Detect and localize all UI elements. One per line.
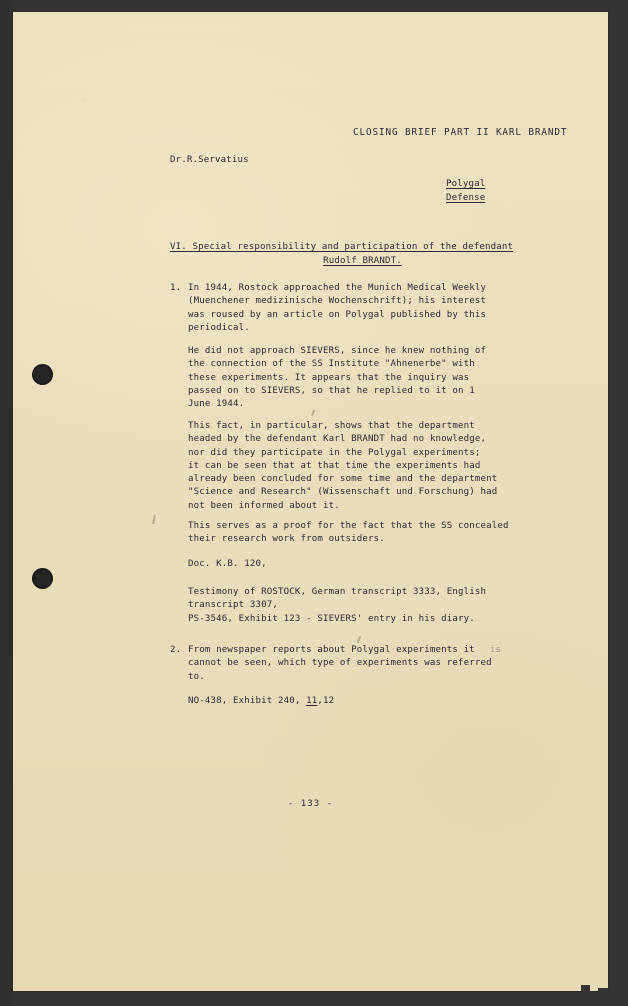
exhibit-label: Polygal	[446, 179, 486, 189]
text-line: it can be seen that at that time the experiments had	[188, 460, 481, 471]
text-line: already been concluded for some time and the department	[188, 474, 498, 485]
text-line: PS-3546, Exhibit 123 - SIEVERS' entry in his diary.	[188, 613, 475, 624]
citation-prefix: NO-438, Exhibit 240,	[188, 696, 307, 706]
citation-underlined-page: 11	[306, 696, 318, 706]
text-line: June 1944.	[188, 399, 245, 410]
text-line: This serves as a proof for the fact that the SS concealed	[188, 521, 509, 531]
text-line: In 1944, Rostock approached the Munich Medical Weekly	[188, 283, 487, 293]
item-1-citation-testimony	[188, 586, 486, 626]
text-line: passed on to SIEVERS, so that he replied to it on 1	[188, 385, 475, 396]
typewritten-text-layer	[13, 12, 608, 991]
text-line: Doc. K.B. 120,	[188, 559, 267, 569]
text-line: (Muenchener medizinische Wochenschrift); his interest	[188, 296, 487, 307]
text-line: these experiments. It appears that the inquiry was	[188, 372, 470, 383]
counsel-name: Dr.R.Servatius	[170, 155, 249, 165]
text-line: cannot be seen, which type of experiments was referred	[188, 658, 492, 669]
item-1-paragraph-4	[188, 520, 509, 547]
backdrop-left-strip	[0, 0, 13, 1006]
item-2-citation	[188, 695, 334, 708]
text-line: nor did they participate in the Polygal experiments;	[188, 447, 481, 458]
text-line: From newspaper reports about Polygal experiments it	[188, 645, 475, 655]
section-heading	[170, 240, 555, 268]
text-line: headed by the defendant Karl BRANDT had no knowledge,	[188, 434, 487, 445]
item-1-citation-doc	[188, 558, 267, 571]
item-1-paragraph-1	[188, 282, 486, 335]
text-line: the connection of the SS Institute "Ahnenerbe" with	[188, 359, 475, 370]
citation-suffix: ,12	[317, 696, 335, 706]
text-line: Testimony of ROSTOCK, German transcript 3333, English	[188, 587, 487, 597]
party-label: Defense	[446, 193, 486, 203]
section-heading-line2: Rudolf BRANDT.	[323, 256, 402, 266]
text-line: their research work from outsiders.	[188, 534, 385, 545]
text-line: to.	[188, 671, 205, 682]
page-number: - 133 -	[287, 799, 334, 809]
text-line: transcript 3307,	[188, 600, 278, 611]
item-1-paragraph-2	[188, 345, 486, 411]
exhibit-party-block	[446, 177, 485, 205]
item-2-paragraph-1	[188, 644, 492, 684]
document-header: CLOSING BRIEF PART II KARL BRANDT	[353, 127, 568, 138]
section-heading-line1: VI. Special responsibility and participation of the defendant	[170, 242, 514, 252]
item-number-2: 2.	[170, 645, 182, 655]
item-number-1: 1.	[170, 283, 182, 293]
item-2-faint-trailing-word: is	[490, 645, 502, 655]
item-1-paragraph-3	[188, 420, 497, 513]
document-page	[13, 12, 608, 991]
text-line: was roused by an article on Polygal published by this	[188, 309, 487, 320]
text-line: periodical.	[188, 322, 250, 333]
text-line: This fact, in particular, shows that the department	[188, 421, 475, 431]
text-line: "Science and Research" (Wissenschaft und Forschung) had	[188, 487, 498, 498]
text-line: He did not approach SIEVERS, since he knew nothing of	[188, 346, 487, 356]
text-line: not been informed about it.	[188, 500, 340, 511]
